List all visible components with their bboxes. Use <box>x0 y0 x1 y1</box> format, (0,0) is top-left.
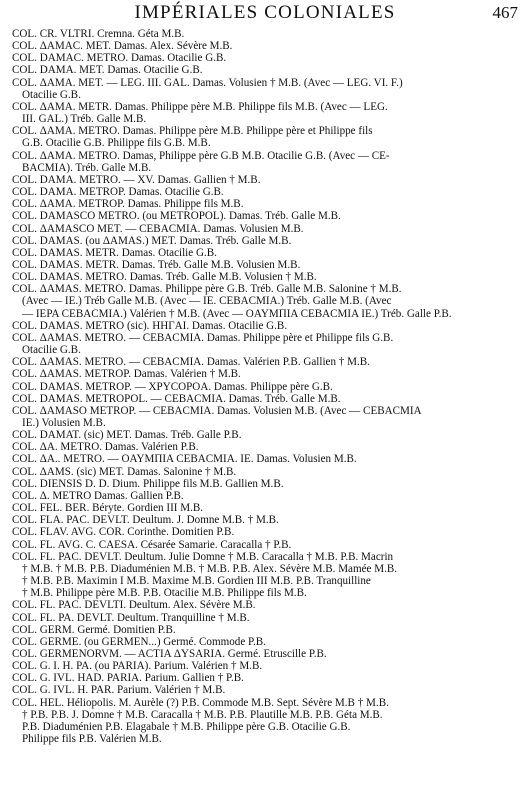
page-header <box>0 2 530 24</box>
catalog-line: COL. CR. VLTRI. Cremna. Géta M.B. <box>12 28 185 40</box>
catalog-line: COL. ΔA. METRO. Damas. Valérien P.B. <box>12 441 199 454</box>
catalog-line: COL. ΔAMAS. METRO. — CEBACMIA. Damas. Valérien P.B. Gallien † M.B. <box>12 356 370 369</box>
catalog-line: P.B. Diaduménien P.B. Elagabale † M.B. Philippe père G.B. Otacilie G.B. <box>22 720 351 733</box>
catalog-line: COL. ΔAMA. MET. — LEG. III. GAL. Damas. Volusien † M.B. (Avec — LEG. VI. F.) <box>12 76 403 89</box>
catalog-line: † M.B. Philippe père M.B. P.B. Otacilie M.B. Philippe fils M.B. <box>22 587 307 600</box>
catalog-line: † P.B. P.B. J. Domne † M.B. Caracalla † M.B. P.B. Plautille M.B. P.B. Géta M.B. <box>22 708 383 721</box>
catalog-line: COL. G. IVL. HAD. PARIA. Parium. Gallien † P.B. <box>12 672 244 685</box>
catalog-line: COL. G. I. H. PA. (ou PARIA). Parium. Valérien † M.B. <box>12 660 263 673</box>
catalog-line: COL. ΔA.. METRO. — OAYMΠIA CEBACMIA. IE. Damas. Volusien M.B. <box>12 453 357 466</box>
catalog-line: COL. ΔAMAS. METRO. — CEBACMIA. Damas. Philippe père et Philippe fils G.B. <box>12 331 394 344</box>
catalog-line: COL. DAMAS. (ou ΔAMAS.) MET. Damas. Tréb. Galle M.B. <box>12 234 292 247</box>
catalog-line: COL. HEL. Héliopolis. M. Aurèle (?) P.B. Commode M.B. Sept. Sévère M.B † M.B. <box>12 696 389 709</box>
catalog-line: COL. DAMAS. METRO (sic). HHΓAI. Damas. Otacilie G.B. <box>12 319 288 332</box>
catalog-line: COL. DAMASCO METRO. (ou METROPOL). Damas. Tréb. Galle M.B. <box>12 210 341 223</box>
catalog-line: COL. ΔAMA. METRO. Damas. Philippe père M.B. Philippe père et Philippe fils <box>12 125 373 138</box>
catalog-line: † M.B. P.B. Maximin I M.B. Maxime M.B. Gordien III M.B. P.B. Tranquilline <box>22 575 371 588</box>
catalog-line: COL. FL. AVG. C. CAESA. Césarée Samarie. Caracalla † P.B. <box>12 538 292 551</box>
catalog-line: COL. ΔAMAC. MET. Damas. Alex. Sévère M.B. <box>12 40 233 53</box>
catalog-line: Otacilie G.B. <box>22 344 81 357</box>
catalog-line: COL. FL. PAC. DEVLT. Deultum. Julie Domne † M.B. Caracalla † M.B. P.B. Macrin <box>12 550 394 563</box>
catalog-line: COL. ΔAMAS. METROP. Damas. Valérien † M.B. <box>12 368 241 381</box>
catalog-entries <box>12 28 520 745</box>
catalog-line: COL. FLA. PAC. DEVLT. Deultum. J. Domne M.B. † M.B. <box>12 514 279 527</box>
catalog-line: COL. DAMA. MET. Damas. Otacilie G.B. <box>12 64 203 77</box>
catalog-line: COL. ΔAMA. METROP. Damas. Philippe fils M.B. <box>12 198 244 211</box>
catalog-line: COL. GERM. Germé. Domitien P.B. <box>12 623 176 636</box>
catalog-line: COL. DIENSIS D. D. Dium. Philippe fils M.B. Gallien M.B. <box>12 477 284 490</box>
catalog-line: Philippe fils P.B. Valérien M.B. <box>22 733 162 746</box>
running-title: IMPÉRIALES COLONIALES <box>134 2 396 23</box>
catalog-line: COL. GERME. (ou GERMEN...) Germé. Commode P.B. <box>12 635 266 648</box>
catalog-line: † M.B. † M.B. P.B. Diaduménien M.B. † M.B. P.B. Alex. Sévère M.B. Mamée M.B. <box>22 562 398 575</box>
catalog-line: COL. DAMA. METRO. — XV. Damas. Gallien † M.B. <box>12 173 261 186</box>
catalog-line: COL. DAMA. METROP. Damas. Otacilie G.B. <box>12 186 224 199</box>
catalog-line: COL. ΔAMAS. METRO. Damas. Philippe père G.B. Tréb. Galle M.B. Salonine † M.B. <box>12 283 402 296</box>
catalog-line: COL. DAMAS. METR. Damas. Otacilie G.B. <box>12 246 217 259</box>
catalog-line: COL. DAMAS. METROP. — XPYCOPOA. Damas. Philippe père G.B. <box>12 380 333 393</box>
catalog-line: COL. G. IVL. H. PAR. Parium. Valérien † M.B. <box>12 684 226 697</box>
catalog-line: COL. FL. PA. DEVLT. Deultum. Tranquilline † M.B. <box>12 611 250 624</box>
catalog-line: COL. DAMAT. (sic) MET. Damas. Tréb. Galle P.B. <box>12 429 242 442</box>
catalog-line: — IEPA CEBACMIA.) Valérien † M.B. (Avec — OAYMΠIA CEBACMIA IE.) Tréb. Galle P.B. <box>22 307 452 320</box>
catalog-line: COL. ΔAMASCO MET. — CEBACMIA. Damas. Volusien M.B. <box>12 222 304 235</box>
catalog-line: COL. DAMAC. METRO. Damas. Otacilie G.B. <box>12 52 227 65</box>
page-number: 467 <box>492 3 518 22</box>
catalog-line: IE.) Volusien M.B. <box>22 417 106 429</box>
catalog-line: COL. ΔAMASO METROP. — CEBACMIA. Damas. Volusien M.B. (Avec — CEBACMIA <box>12 404 422 417</box>
catalog-line: COL. DAMAS. METR. Damas. Tréb. Galle M.B. Volusien M.B. <box>12 258 301 271</box>
catalog-line: COL. FLAV. AVG. COR. Corinthe. Domitien P.B. <box>12 526 235 539</box>
catalog-line: COL. ΔAMA. METR. Damas. Philippe père M.B. Philippe fils M.B. (Avec — LEG. <box>12 100 388 113</box>
catalog-line: Otacilie G.B. <box>22 88 81 101</box>
catalog-line: G.B. Otacilie G.B. Philippe fils G.B. M.B. <box>22 137 211 150</box>
catalog-line: COL. ΔAMA. METRO. Damas, Philippe père G.B M.B. Otacilie G.B. (Avec — CE- <box>12 149 390 162</box>
catalog-line: COL. DAMAS. METRO. Damas. Tréb. Galle M.B. Volusien † M.B. <box>12 271 317 284</box>
catalog-line: COL. FL. PAC. DEVLTI. Deultum. Alex. Sévère M.B. <box>12 599 256 612</box>
catalog-line: III. GAL.) Tréb. Galle M.B. <box>22 113 147 126</box>
catalog-line: COL. Δ. METRO Damas. Gallien P.B. <box>12 489 184 502</box>
catalog-line: COL. ΔAMS. (sic) MET. Damas. Salonine † M.B. <box>12 465 237 478</box>
catalog-line: (Avec — IE.) Tréb Galle M.B. (Avec — IE. CEBACMIA.) Tréb. Galle M.B. (Avec <box>22 295 392 308</box>
catalog-line: BACMIA). Tréb. Galle M.B. <box>22 161 152 174</box>
catalog-line: COL. GERMENORVM. — ACTIA ΔYSARIA. Germé. Etruscille P.B. <box>12 647 327 660</box>
catalog-line: COL. FEL. BER. Béryte. Gordien III M.B. <box>12 502 204 515</box>
catalog-line: COL. DAMAS. METROPOL. — CEBACMIA. Damas. Tréb. Galle M.B. <box>12 392 341 405</box>
